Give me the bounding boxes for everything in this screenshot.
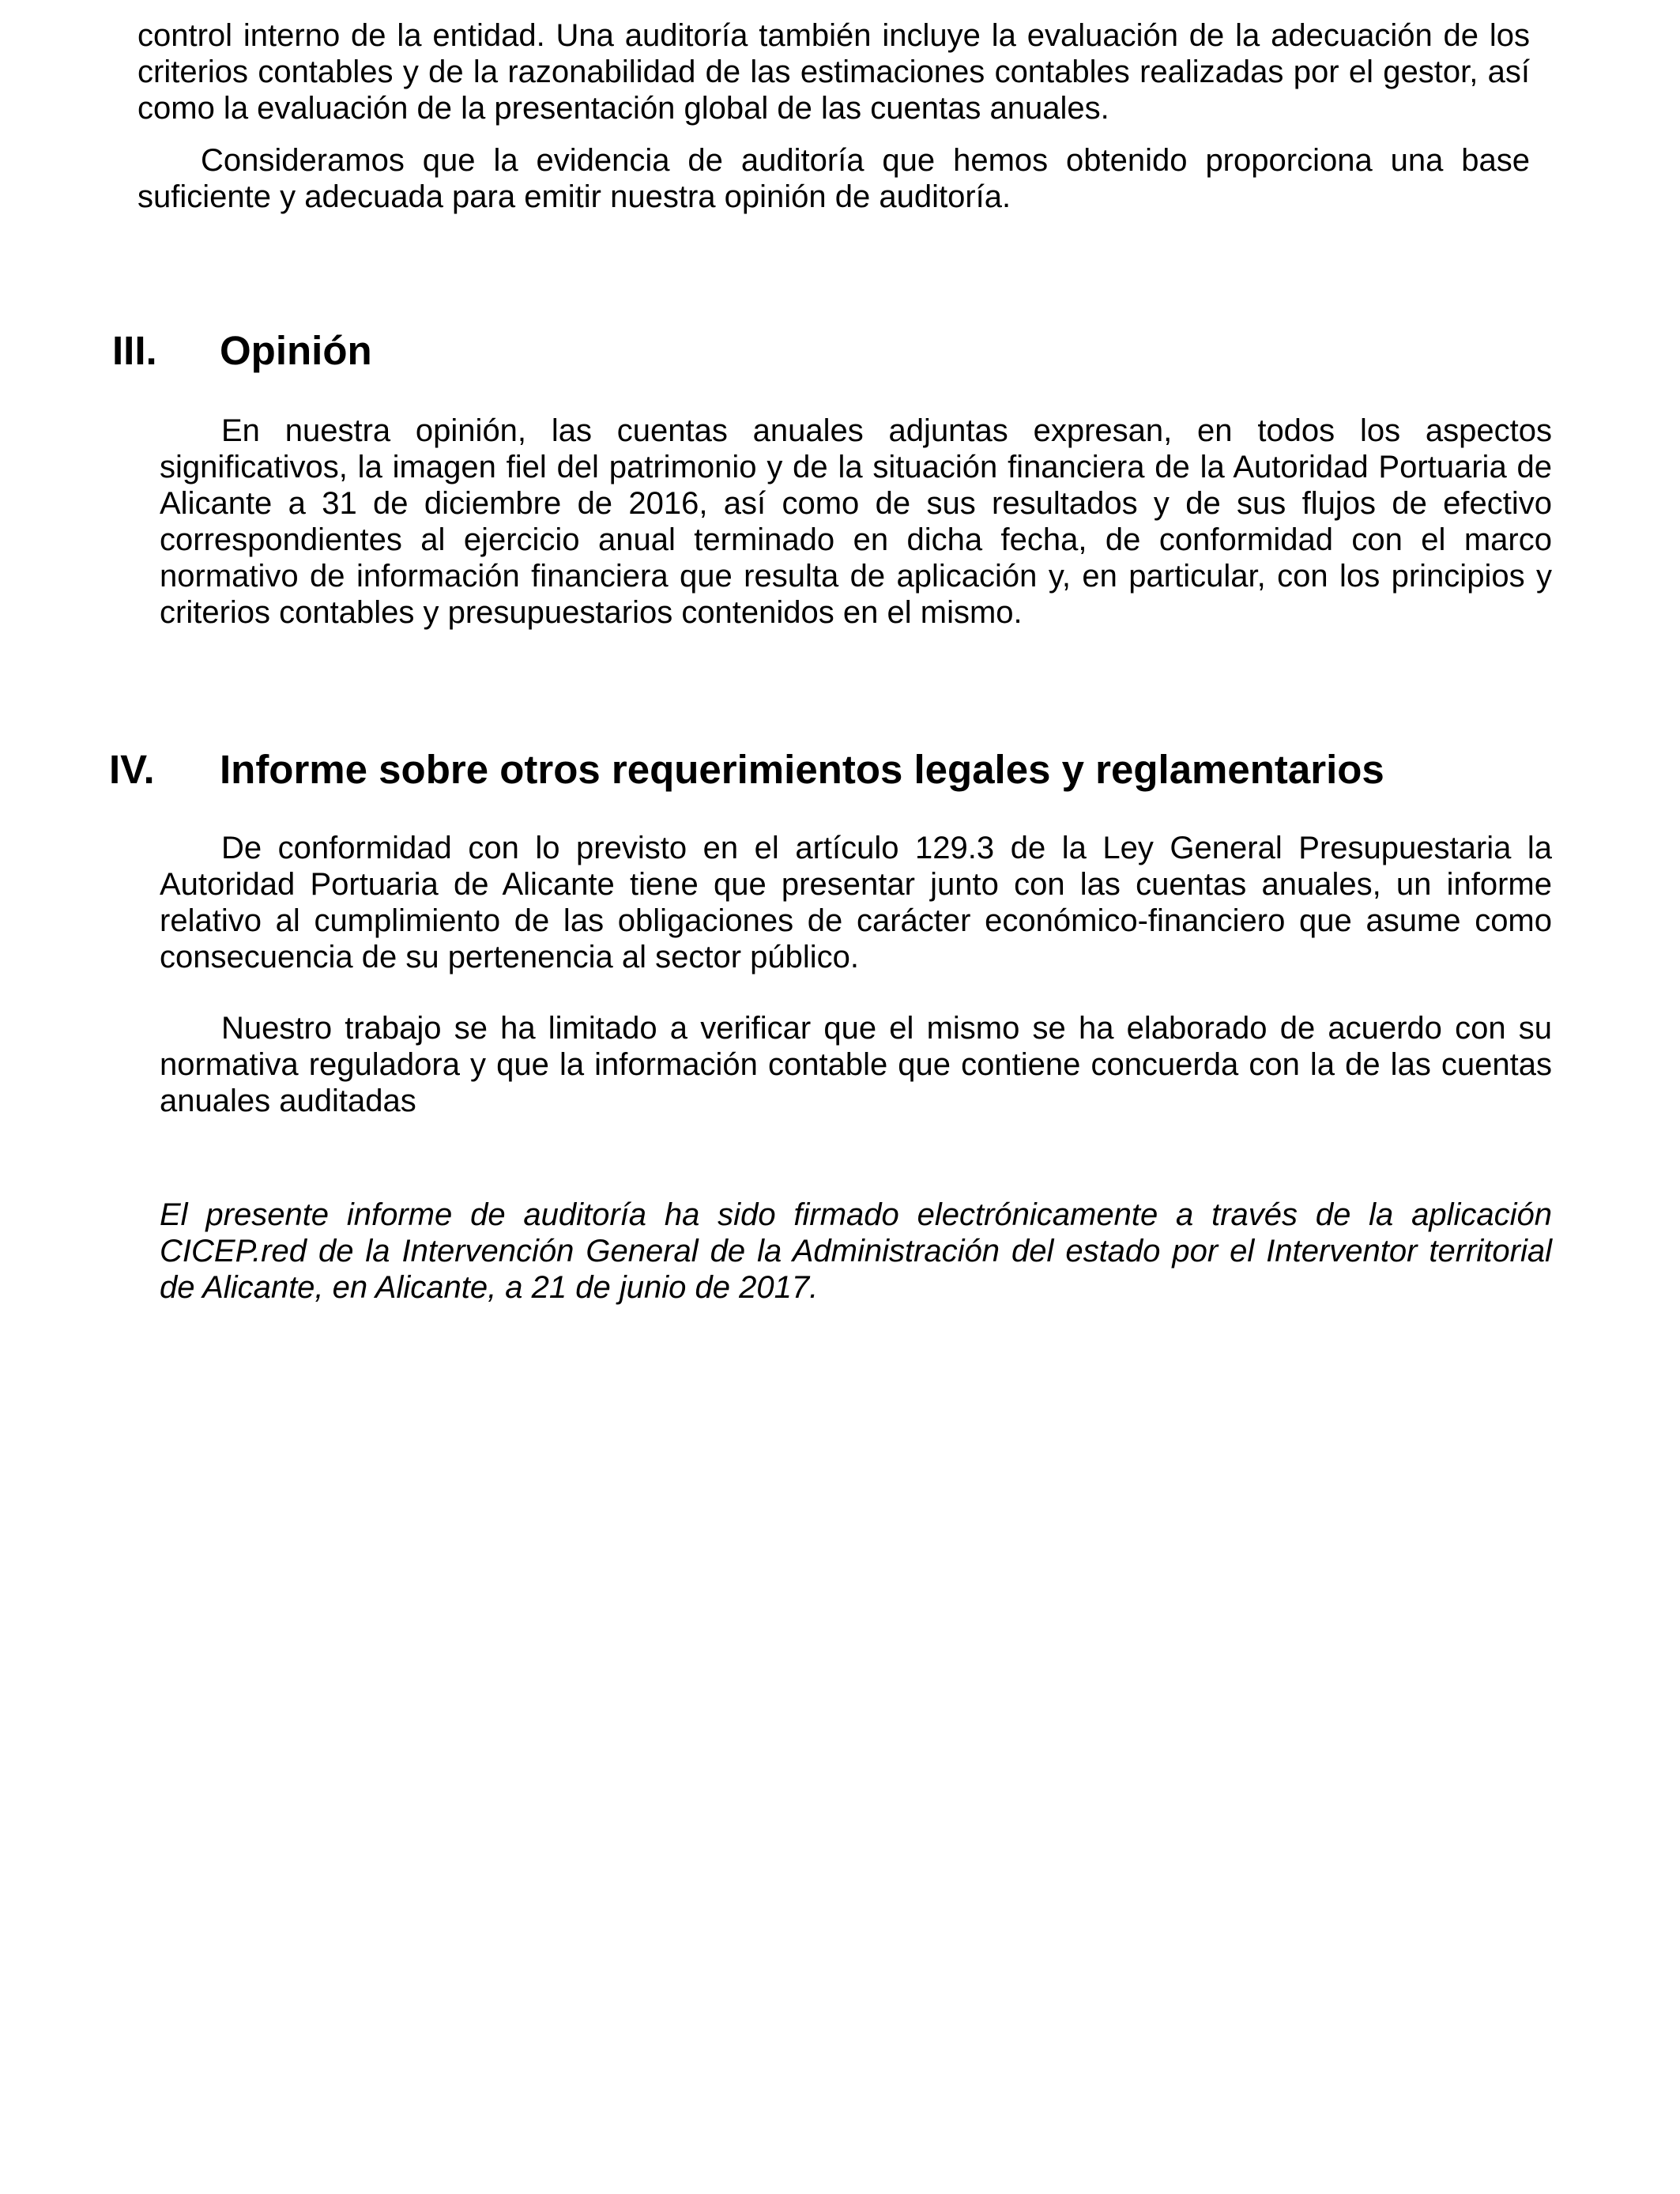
audit-evidence-paragraph: Consideramos que la evidencia de auditoría que hemos obtenido proporciona una base suficiente y adecuada para emitir nuestra opinión de auditoría. <box>137 143 1530 214</box>
work-scope-paragraph: Nuestro trabajo se ha limitado a verificar que el mismo se ha elaborado de acuerdo con su normativa reguladora y que la información contable que contiene concuerda con la de las cuentas anuales auditadas <box>160 1011 1552 1118</box>
legal-requirements-paragraph: De conformidad con lo previsto en el artículo 129.3 de la Ley General Presupuestaria la Autoridad Portuaria de Alicante tiene que presentar junto con las cuentas anuales, un informe relativo al cumplimiento de las obligaciones de carácter económico-financiero que asume como consecuencia de su pertenencia al sector público. <box>160 831 1552 974</box>
opinion-paragraph: En nuestra opinión, las cuentas anuales adjuntas expresan, en todos los aspectos significativos, la imagen fiel del patrimonio y de la situación financiera de la Autoridad Portuaria de Alicante a 31 de diciembre de 2016, así como de sus resultados y de sus flujos de efectivo correspondientes al ejercicio anual terminado en dicha fecha, de conformidad con el marco normativo de información financiera que resulta de aplicación y, en particular, con los principios y criterios contables y presupuestarios contenidos en el mismo. <box>160 413 1552 630</box>
section-number: IV. <box>109 747 155 792</box>
section-heading-opinion <box>112 327 1535 375</box>
audit-scope-paragraph: control interno de la entidad. Una auditoría también incluye la evaluación de la adecuación de los criterios contables y de la razonabilidad de las estimaciones contables realizadas por el gestor, así como la evaluación de la presentación global de las cuentas anuales. <box>137 18 1530 126</box>
section-number: III. <box>112 328 157 373</box>
electronic-signature-note: El presente informe de auditoría ha sido firmado electrónicamente a través de la aplicación CICEP.red de la Intervención General de la Administración del estado por el Interventor territorial de Alicante, en Alicante, a 21 de junio de 2017. <box>160 1197 1552 1305</box>
section-heading-legal-requirements <box>109 746 1531 794</box>
section-title: Informe sobre otros requerimientos legales y reglamentarios <box>220 747 1384 792</box>
section-title: Opinión <box>220 328 372 373</box>
